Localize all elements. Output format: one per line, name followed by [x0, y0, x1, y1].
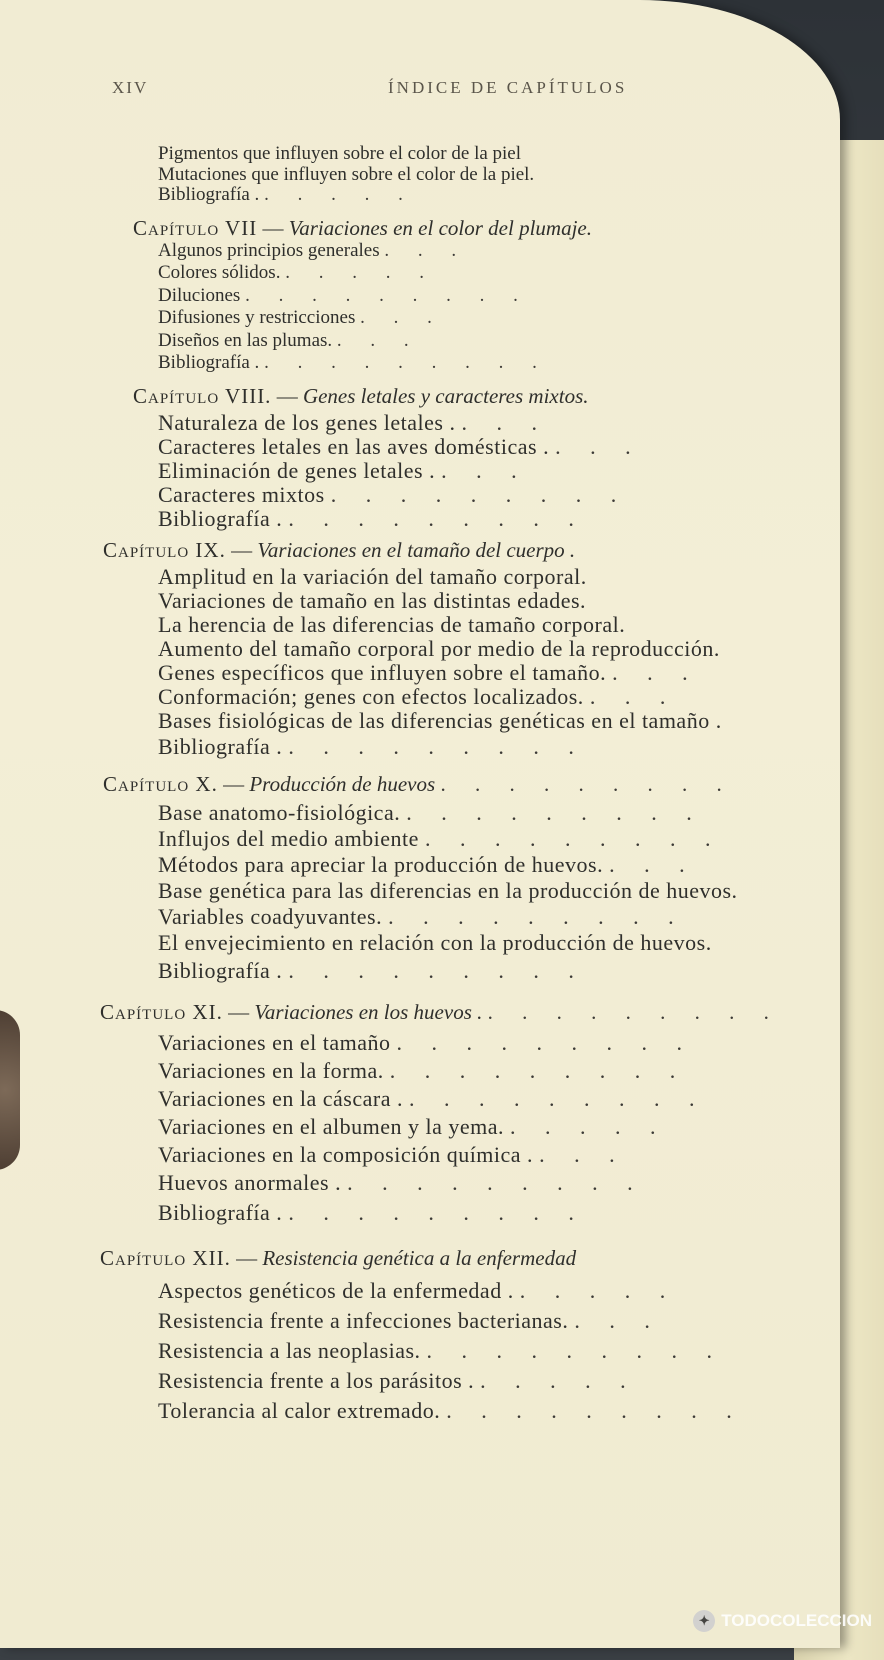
- toc-entry: Métodos para apreciar la producción de huevos. . . .: [158, 852, 697, 877]
- running-title: ÍNDICE DE CAPÍTULOS: [388, 78, 628, 97]
- chapter-heading: Capítulo VIII. — Genes letales y caracteres mixtos.: [133, 384, 589, 408]
- toc-entry: Variables coadyuvantes. . . . . . . . . .: [158, 904, 686, 929]
- toc-entry: Bibliografía . . . . . . . . . .: [158, 506, 586, 531]
- toc-entry: Bibliografía . . . . . . . . . .: [158, 734, 586, 759]
- toc-entry: Resistencia frente a infecciones bacterianas. . . .: [158, 1308, 662, 1333]
- toc-entry: Resistencia frente a los parásitos . . . . . .: [158, 1368, 638, 1393]
- toc-entry: Tolerancia al calor extremado. . . . . . . . . .: [158, 1398, 744, 1423]
- toc-entry: Naturaleza de los genes letales . . . .: [158, 410, 549, 435]
- toc-entry: Influjos del medio ambiente . . . . . . . . .: [158, 826, 723, 851]
- toc-entry: Colores sólidos. . . . . .: [158, 262, 436, 283]
- toc-entry: Variaciones en el albumen y la yema. . . . . .: [158, 1114, 668, 1139]
- toc-entry: Pigmentos que influyen sobre el color de la piel: [158, 143, 522, 164]
- toc-entry: Bibliografía . . . . . .: [158, 184, 415, 205]
- toc-entry: Bibliografía . . . . . . . . . .: [158, 1200, 586, 1225]
- chapter-heading: Capítulo X. — Producción de huevos . . . . . . . . .: [103, 772, 734, 796]
- toc-entry: Aspectos genéticos de la enfermedad . . . . . .: [158, 1278, 678, 1303]
- toc-entry: Difusiones y restricciones . . .: [158, 307, 444, 328]
- toc-entry: Amplitud en la variación del tamaño corporal.: [158, 564, 587, 589]
- chapter-heading: Capítulo XII. — Resistencia genética a la enfermedad: [100, 1246, 577, 1270]
- watermark: [693, 1610, 872, 1632]
- toc-entry: Bases fisiológicas de las diferencias genéticas en el tamaño .: [158, 708, 722, 733]
- toc-entry: Bibliografía . . . . . . . . . .: [158, 958, 586, 983]
- toc-entry: Variaciones en la cáscara . . . . . . . . . .: [158, 1086, 707, 1111]
- toc-entry: Caracteres letales en las aves domésticas . . . .: [158, 434, 643, 459]
- toc-entry: Diluciones . . . . . . . . .: [158, 285, 530, 306]
- toc-entry: Conformación; genes con efectos localizados. . . .: [158, 684, 678, 709]
- toc-entry: Base genética para las diferencias en la producción de huevos.: [158, 878, 738, 903]
- watermark-text: TODOCOLECCION: [721, 1611, 872, 1630]
- chapter-heading: Capítulo IX. — Variaciones en el tamaño del cuerpo .: [103, 538, 576, 562]
- thumb-holding-page: [0, 1010, 20, 1170]
- toc-entry: Caracteres mixtos . . . . . . . . .: [158, 482, 629, 507]
- todocoleccion-logo-icon: ✦: [693, 1610, 715, 1632]
- toc-entry: Variaciones en el tamaño . . . . . . . . .: [158, 1030, 695, 1055]
- toc-entry: Bibliografía . . . . . . . . . .: [158, 352, 549, 373]
- page-number: XIV: [112, 78, 149, 97]
- toc-entry: Eliminación de genes letales . . . .: [158, 458, 529, 483]
- toc-entry: La herencia de las diferencias de tamaño corporal.: [158, 612, 626, 637]
- toc-entry: Genes específicos que influyen sobre el tamaño. . . .: [158, 660, 700, 685]
- chapter-heading: Capítulo VII — Variaciones en el color del plumaje.: [133, 216, 592, 240]
- toc-entry: Resistencia a las neoplasias. . . . . . . . . .: [158, 1338, 725, 1363]
- toc-entry: El envejecimiento en relación con la producción de huevos.: [158, 930, 712, 955]
- chapter-heading: Capítulo XI. — Variaciones en los huevos . . . . . . . . . .: [100, 1000, 781, 1024]
- toc-entry: Algunos principios generales . . .: [158, 240, 469, 261]
- toc-entry: Mutaciones que influyen sobre el color de la piel.: [158, 164, 535, 185]
- toc-entry: Variaciones en la composición química . . . .: [158, 1142, 627, 1167]
- toc-entry: Variaciones en la forma. . . . . . . . . .: [158, 1058, 688, 1083]
- toc-entry: Aumento del tamaño corporal por medio de la reproducción.: [158, 636, 720, 661]
- toc-entry: Diseños en las plumas. . . .: [158, 330, 421, 351]
- toc-entry: Base anatomo-fisiológica. . . . . . . . . .: [158, 800, 704, 825]
- toc-entry: Huevos anormales . . . . . . . . . .: [158, 1170, 645, 1195]
- toc-entry: Variaciones de tamaño en las distintas edades.: [158, 588, 587, 613]
